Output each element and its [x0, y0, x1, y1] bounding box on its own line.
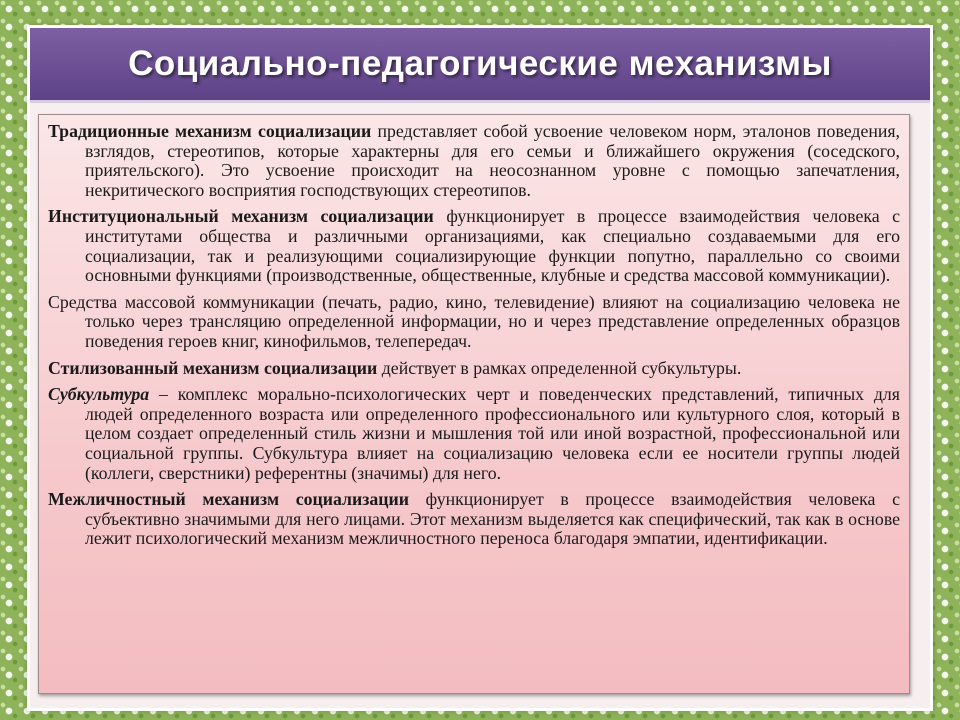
text-mass-media: Средства массовой коммуникации (печать, радио, кино, телевидение) влияют на социализацию человека не только через трансляцию определенной информации, но и через представление определенных образцов поведения героев книг, кинофильмов, телепередач.	[48, 291, 900, 351]
term-institutional: Институциональный механизм социализации	[48, 206, 434, 227]
paragraph-mass-media	[48, 293, 900, 352]
paragraph-subculture	[48, 385, 900, 483]
paragraph-institutional	[48, 207, 900, 285]
title-bar	[30, 28, 930, 103]
slide-title: Социально-педагогические механизмы	[128, 44, 832, 83]
term-interpersonal: Межличностный механизм социализации	[48, 489, 410, 510]
term-subculture: Субкультура	[48, 384, 150, 405]
text-interpersonal: функционирует в процессе взаимодействия человека с субъективно значимыми для него лицами. Этот механизм выделяется как специфический, так как в основе лежит психологический механизм межличностного переноса благодаря эмпатии, идентификации.	[85, 489, 900, 549]
slide	[30, 28, 930, 708]
text-traditional: представляет собой усвоение человеком норм, эталонов поведения, взглядов, стереотипов, которые характерны для его семьи и ближайшего окружения (соседского, приятельского). Это усвоение происходит на неосознанном уровне с помощью запечатления, некритического восприятия господствующих стереотипов.	[85, 121, 900, 200]
term-stylized: Стилизованный механизм социализации	[48, 357, 378, 378]
content-box	[38, 114, 910, 694]
paragraph-stylized	[48, 359, 900, 379]
text-subculture: – комплекс морально-психологических черт и поведенческих представлений, типичных для людей определенного возраста или определенного профессионального или культурного слоя, который в целом создает определенный стиль жизни и мышления той или иной возрастной, профессиональной или социальной группы. Субкультура влияет на социализацию человека если ее носители группы людей (коллеги, сверстники) референтны (значимы) для него.	[85, 384, 900, 483]
text-institutional: функционирует в процессе взаимодействия человека с институтами общества и различными организациями, как специально создаваемыми для его социализации, так и реализующими социализирующие функции попутно, параллельно со своими основными функциями (производственные, общественные, клубные и средства массовой коммуникации).	[85, 206, 901, 286]
text-stylized: действует в рамках определенной субкультуры.	[377, 357, 742, 378]
paragraph-traditional	[48, 122, 900, 200]
term-traditional: Традиционные механизм социализации	[48, 121, 372, 141]
paragraph-interpersonal	[48, 490, 900, 549]
